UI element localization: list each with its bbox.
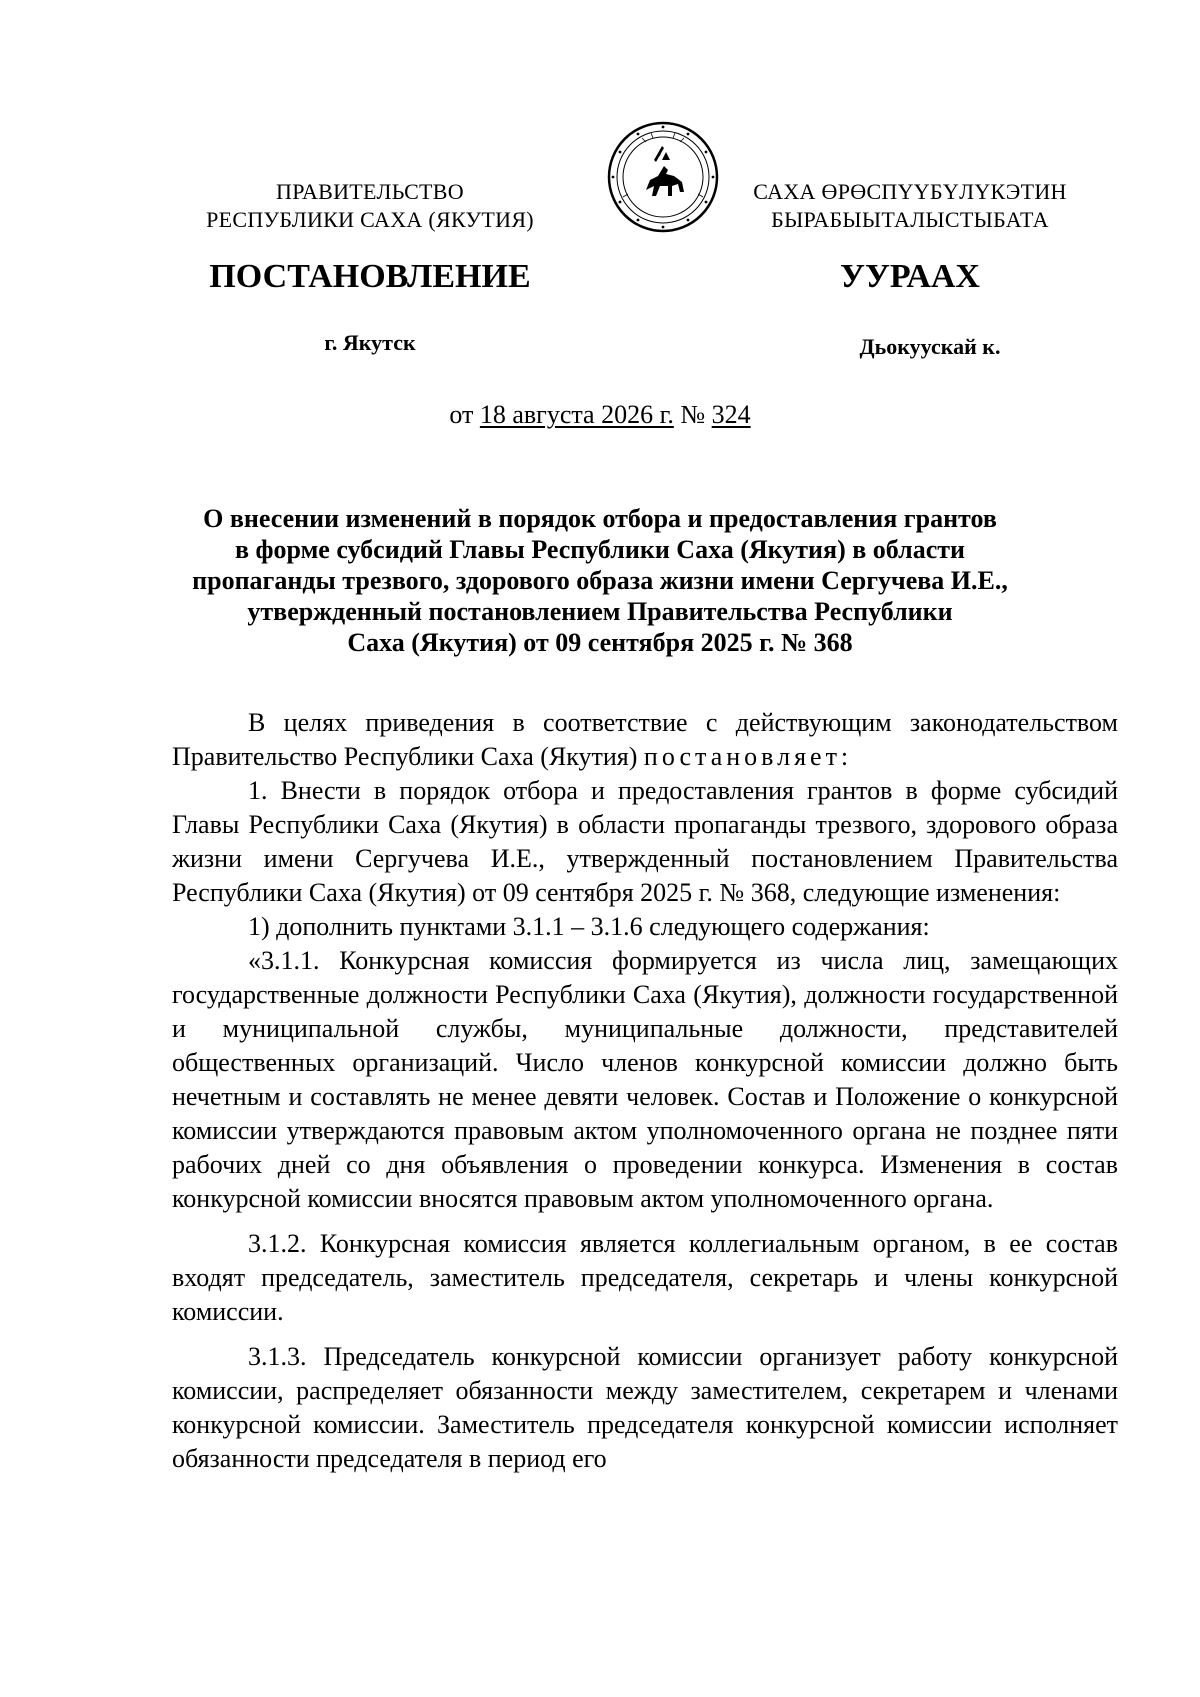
paragraph-1-1: 1) дополнить пунктами 3.1.1 – 3.1.6 следующего содержания: [248, 912, 930, 941]
document-body [172, 706, 1118, 1476]
coat-of-arms-emblem [606, 120, 720, 234]
paragraph-1: 1. Внести в порядок отбора и предоставления грантов в форме субсидий Главы Республики Саха (Якутия) в области пропаганды трезвого, здорового образа жизни имени Сергучева И.Е., утвержденный постановлением Правительства Республики Саха (Якутия) от 09 сентября 2025 г. № 368, следующие изменения: [172, 776, 1118, 907]
paragraph-3-1-3: 3.1.3. Председатель конкурсной комиссии организует работу конкурсной комиссии, распределяет обязанности между заместителем, секретарем и членами конкурсной комиссии. Заместитель председателя конкурсной комиссии исполняет обязанности председателя в период его [172, 1342, 1118, 1473]
header-right-line2: БЫРАБЫЫТАЛЫСТЫБАТА [771, 207, 1049, 232]
header-left-block [170, 178, 570, 234]
paragraph-3-1-1: «3.1.1. Конкурсная комиссия формируется из числа лиц, замещающих государственные должности Республики Саха (Якутия), должности государственной и муниципальной службы, муниципальные должности, представителей общественных организаций. Число членов конкурсной комиссии должно быть нечетным и составлять не менее девяти человек. Состав и Положение о конкурсной комиссии утверждаются правовым актом уполномоченного органа не позднее пяти рабочих дней со дня объявления о проведении конкурса. Изменения в состав конкурсной комиссии вносятся правовым актом уполномоченного органа. [172, 946, 1118, 1213]
document-number: 324 [711, 400, 751, 429]
intro-verb: постановляет: [643, 742, 853, 771]
title-resolution-ru: ПОСТАНОВЛЕНИЕ [209, 258, 531, 295]
date-prefix: от [449, 400, 474, 429]
intro-paragraph [172, 706, 1118, 774]
date-number-line [0, 400, 1200, 430]
number-sign: № [680, 400, 706, 429]
title-resolution-sah: УУРААХ [840, 258, 980, 295]
document-title [180, 503, 1020, 658]
intro-text: В целях приведения в соответствие с действующим законодательством Правительство Республики Саха (Якутия) [172, 708, 1118, 771]
city-sah: Дьокуускай к. [859, 334, 1001, 359]
header-right-block [730, 178, 1090, 234]
document-title-line: в форме субсидий Главы Республики Саха (Якутия) в области [234, 535, 966, 564]
header-left-line1: ПРАВИТЕЛЬСТВО [276, 179, 464, 204]
header-right-line1: САХА ӨРӨСПҮҮБҮЛҮКЭТИН [753, 179, 1067, 204]
document-title-line: О внесении изменений в порядок отбора и предоставления грантов [203, 504, 997, 533]
header-left-line2: РЕСПУБЛИКИ САХА (ЯКУТИЯ) [206, 207, 534, 232]
document-title-line: Саха (Якутия) от 09 сентября 2025 г. № 368 [347, 628, 853, 657]
document-date: 18 августа 2026 г. [479, 400, 674, 429]
document-title-line: пропаганды трезвого, здорового образа жизни имени Сергучева И.Е., [192, 566, 1008, 595]
paragraph-3-1-2: 3.1.2. Конкурсная комиссия является коллегиальным органом, в ее состав входят председатель, заместитель председателя, секретарь и члены конкурсной комиссии. [172, 1229, 1118, 1326]
city-ru: г. Якутск [324, 330, 416, 355]
document-title-line: утвержденный постановлением Правительства Республики [247, 597, 953, 626]
